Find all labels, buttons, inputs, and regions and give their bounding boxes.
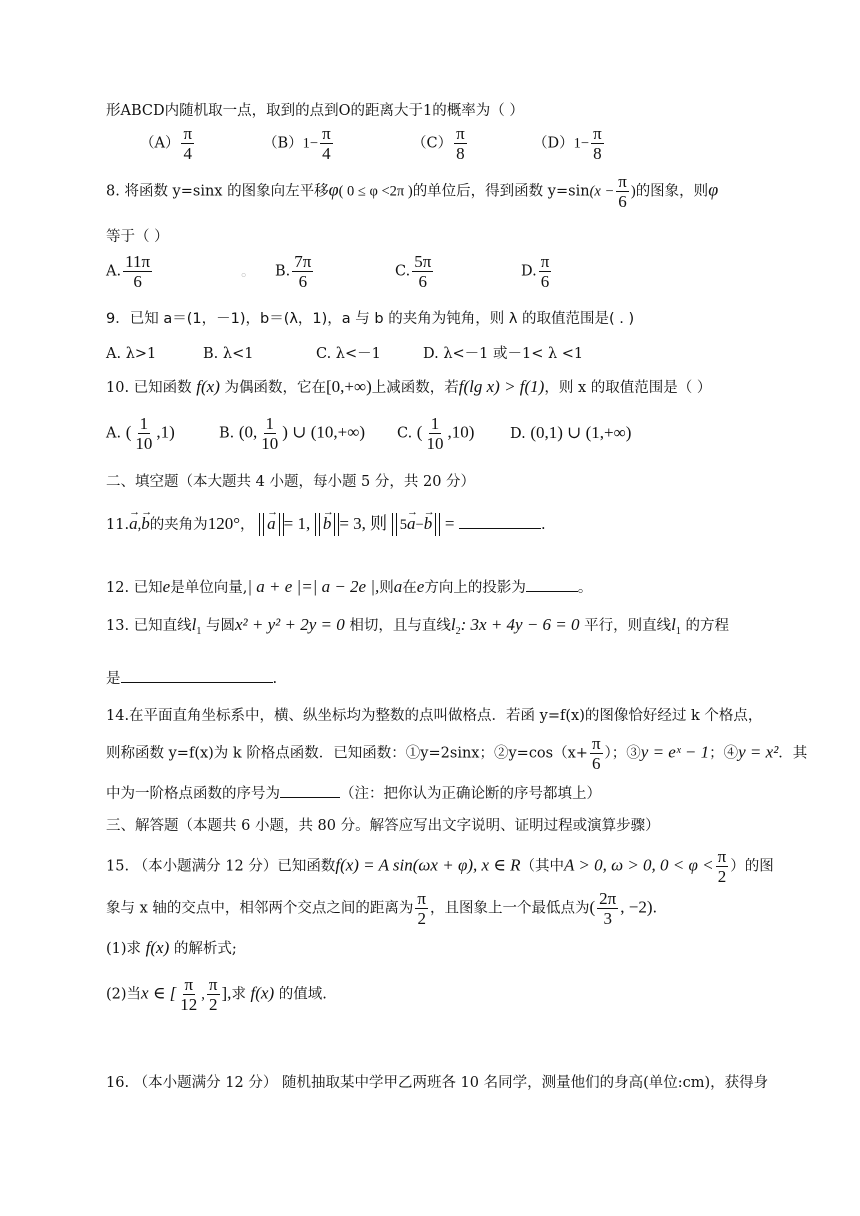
q16-stem: 16. （本小题满分 12 分） 随机抽取某中学甲乙两班各 10 名同学，测量他们的身高(单位:cm)，获得身 (106, 1075, 769, 1091)
q7-option-c: （C） $\frac{\pi}{8}$ (412, 124, 465, 163)
q8-option-d: D. $\frac{\pi}{6}$ (521, 252, 550, 291)
q14-line3: 中为一阶格点函数的序号为 （注：把你认为正确论断的序号都填上） (106, 781, 601, 804)
q9-option-c: C. λ<－1 (316, 346, 381, 362)
q12-stem: 12. 已知e是单位向量,| a + e |=| a − 2e |,则a在e方向上的投影为 。 (106, 577, 593, 596)
q13-stem: 13. 已知直线$l_1$ 与圆x² + y² + 2y = 0 相切，且与直线$l_2$: 3x + 4y − 6 = 0 平行，则直线$l_1$ 的方程 (106, 615, 729, 637)
q14-answer-blank[interactable] (280, 781, 340, 798)
q7-stem: 形ABCD内随机取一点，取到的点到O的距离大于1的概率为（ ） (106, 103, 524, 119)
q14-line1: 14.在平面直角坐标系中，横、纵坐标均为整数的点叫做格点．若函 y=f(x)的图像恰好经过 k 个格点， (106, 708, 763, 724)
q7-option-a: （A） $\frac{\pi}{4}$ (140, 124, 193, 163)
q11-stem: 11.→ a,→ b的夹角为120°， → a = 1, → b = 3, 则 5→ a−→ b = . (106, 512, 546, 536)
q15-part1: (1)求 f(x) 的解析式; (106, 938, 237, 957)
q15-stem: 15. （本小题满分 12 分）已知函数f(x) = A sin(ωx + φ), x ∈ R（其中A > 0, ω > 0, 0 < φ < $\frac{\pi}{2}$ ）的图 (106, 847, 774, 886)
q10-option-b: B. (0, $\frac{1}{10}$ ) ∪ (10,+∞) (219, 414, 365, 453)
q9-option-a: A. λ>1 (106, 346, 157, 362)
q13-answer-blank[interactable] (121, 666, 273, 683)
section-2-heading: 二、填空题（本大题共 4 小题，每小题 5 分，共 20 分） (106, 474, 476, 490)
q13-stem-line2: 是 . (106, 666, 277, 689)
q10-stem: 10. 已知函数 f(x) 为偶函数，它在[0,+∞)上减函数，若f(lg x) > f(1)，则 x 的取值范围是（ ） (106, 377, 712, 396)
q7-option-b: （B）1− $\frac{\pi}{4}$ (263, 124, 331, 163)
stray-dot: 。 (241, 264, 256, 280)
q10-option-a: A. ( $\frac{1}{10}$ ,1) (106, 414, 175, 453)
q9-option-b: B. λ<1 (203, 346, 254, 362)
section-3-heading: 三、解答题（本题共 6 小题，共 80 分。解答应写出文字说明、证明过程或演算步骤） (106, 818, 660, 834)
q8-stem-line2: 等于（ ） (106, 229, 169, 245)
q12-answer-blank[interactable] (526, 575, 578, 592)
q8-stem: 8. 将函数 y=sinx 的图象向左平移φ( 0 ≤ φ <2π )的单位后，得到函数 y=sin(x − $\frac{\pi}{6}$ )的图象，则φ (106, 172, 719, 211)
q8-option-b: B. $\frac{7\pi}{6}$ (275, 252, 312, 291)
q15-part2: (2)当x ∈ [ $\frac{\pi}{12}$ , $\frac{\pi}{2}$ ],求 f(x) 的值域. (106, 975, 327, 1014)
q10-option-d: D. (0,1) ∪ (1,+∞) (510, 423, 632, 442)
q8-option-c: C. $\frac{5\pi}{6}$ (395, 252, 432, 291)
q9-option-d: D. λ<－1 或－1< λ <1 (423, 346, 584, 362)
q11-answer-blank[interactable] (459, 512, 541, 529)
q10-option-c: C. ( $\frac{1}{10}$ ,10) (397, 414, 475, 453)
q15-stem-line2: 象与 x 轴的交点中，相邻两个交点之间的距离为 $\frac{\pi}{2}$ ，且图象上一个最低点为( $\frac{2\pi}{3}$ , −2). (106, 889, 658, 928)
q14-line2: 则称函数 y=f(x)为 k 阶格点函数．已知函数：①y=2sinx；②y=cos（x+ $\frac{\pi}{6}$ ）；③y = eˣ − 1；④y = x²．其 (106, 734, 808, 773)
q7-option-d: （D）1− $\frac{\pi}{8}$ (533, 124, 602, 163)
q9-stem: 9．已知 a＝(1，－1)，b＝(λ，1)，a 与 b 的夹角为钝角，则 λ 的取值范围是( . ) (106, 311, 635, 327)
q8-option-a: A. $\frac{11\pi}{6}$ (106, 252, 151, 291)
